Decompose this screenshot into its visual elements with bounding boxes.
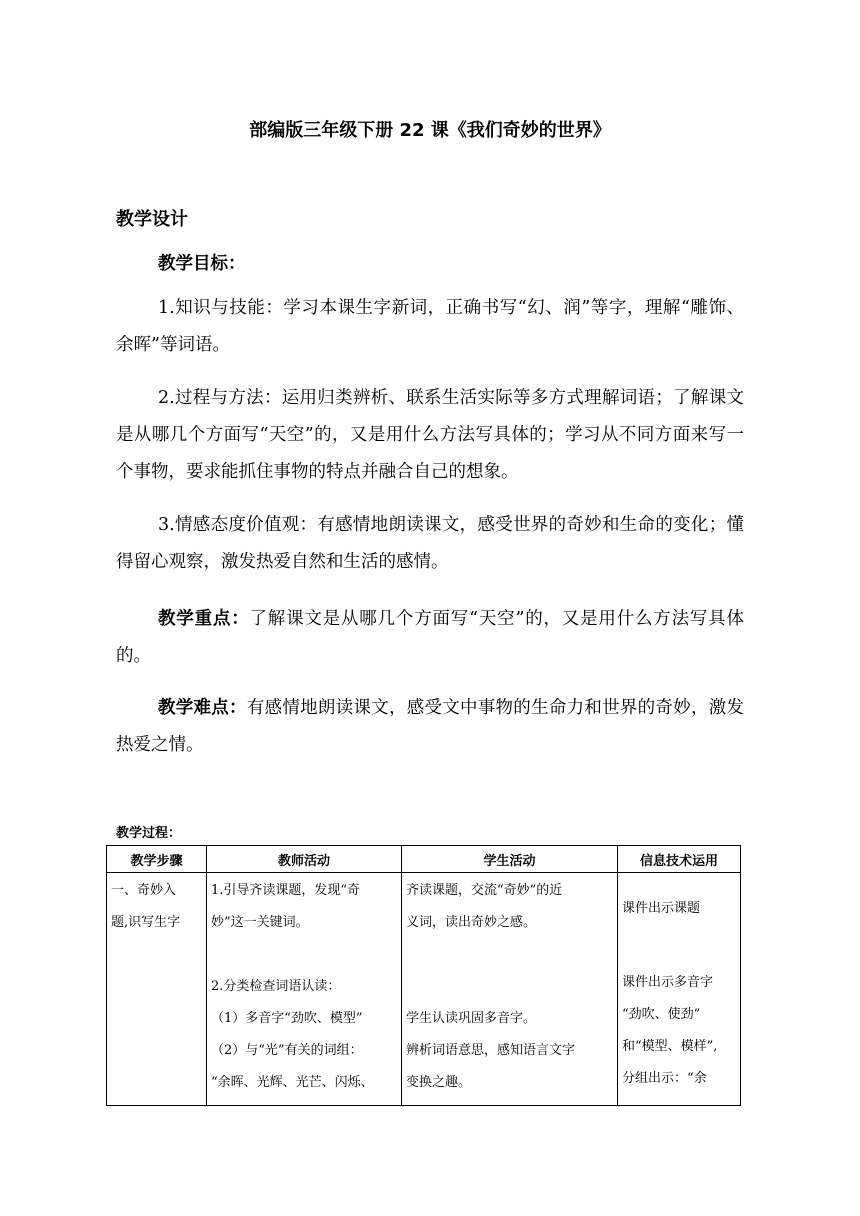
objectives-label-text: 教学目标： bbox=[158, 254, 246, 274]
objective-item: 2.过程与方法：运用归类辨析、联系生活实际等多方式理解词语；了解课文是从哪几个方面写“天空”的，又是用什么方法写具体的；学习从不同方面来写一个事物，要求能抓住事物的特点并融合自己的想象。 bbox=[116, 388, 744, 482]
step-cell bbox=[107, 873, 207, 1106]
step-line: 一、奇妙入 bbox=[111, 883, 177, 898]
student-line: 齐读课题，交流“奇妙”的近 bbox=[406, 883, 563, 898]
tech-line: 课件出示课题 bbox=[622, 901, 701, 916]
student-line: 辨析词语意思，感知语言文字 bbox=[406, 1043, 576, 1058]
header-student: 学生活动 bbox=[402, 846, 618, 873]
table-row bbox=[107, 873, 741, 1106]
step-line: 题,识写生字 bbox=[111, 915, 181, 930]
tech-cell bbox=[618, 873, 741, 1106]
teacher-line: 1.引导齐读课题，发现“奇 bbox=[211, 883, 361, 898]
teacher-line: 2.分类检查词语认读： bbox=[211, 979, 341, 994]
teacher-line: （2）与“光”有关的词组： bbox=[211, 1043, 363, 1058]
teacher-cell bbox=[207, 873, 402, 1106]
tech-line: 课件出示多音字 bbox=[622, 975, 714, 990]
process-label: 教学过程： bbox=[116, 826, 182, 841]
teacher-line: （1）多音字“劲吹、模型” bbox=[211, 1011, 363, 1026]
section-heading: 教学设计 bbox=[116, 209, 188, 230]
page-title: 部编版三年级下册 22 课《我们奇妙的世界》 bbox=[249, 120, 611, 141]
student-line: 学生认读巩固多音字。 bbox=[406, 1011, 537, 1026]
student-cell bbox=[402, 873, 618, 1106]
key-point bbox=[116, 601, 744, 675]
student-line: 义词，读出奇妙之感。 bbox=[406, 915, 537, 930]
teacher-line: “余晖、光辉、光芒、闪烁、 bbox=[211, 1075, 374, 1090]
objectives-label bbox=[116, 246, 744, 283]
table-header-row bbox=[107, 846, 741, 873]
difficult-point bbox=[116, 690, 744, 764]
student-line: 变换之趣。 bbox=[406, 1075, 472, 1090]
header-tech: 信息技术运用 bbox=[618, 846, 741, 873]
header-step: 教学步骤 bbox=[107, 846, 207, 873]
header-teacher: 教师活动 bbox=[207, 846, 402, 873]
key-point-text: 了解课文是从哪几个方面写“天空”的，又是用什么方法写具体的。 bbox=[116, 609, 744, 666]
objective-item: 3.情感态度价值观：有感情地朗读课文，感受世界的奇妙和生命的变化；懂得留心观察，激发热爱自然和生活的感情。 bbox=[116, 515, 744, 572]
tech-line: 和“模型、模样”, bbox=[622, 1039, 718, 1054]
objective-item: 1.知识与技能：学习本课生字新词，正确书写“幻、润”等字，理解“雕饰、余晖”等词语。 bbox=[116, 298, 744, 355]
difficult-point-label: 教学难点： bbox=[158, 698, 247, 718]
teacher-line: 妙”这一关键词。 bbox=[211, 915, 309, 930]
difficult-point-text: 有感情地朗读课文，感受文中事物的生命力和世界的奇妙，激发热爱之情。 bbox=[116, 698, 744, 755]
key-point-label: 教学重点： bbox=[158, 609, 250, 629]
process-table bbox=[106, 845, 741, 1106]
tech-line: “劲吹、使劲” bbox=[622, 1007, 701, 1022]
tech-line: 分组出示：“余 bbox=[622, 1071, 707, 1086]
